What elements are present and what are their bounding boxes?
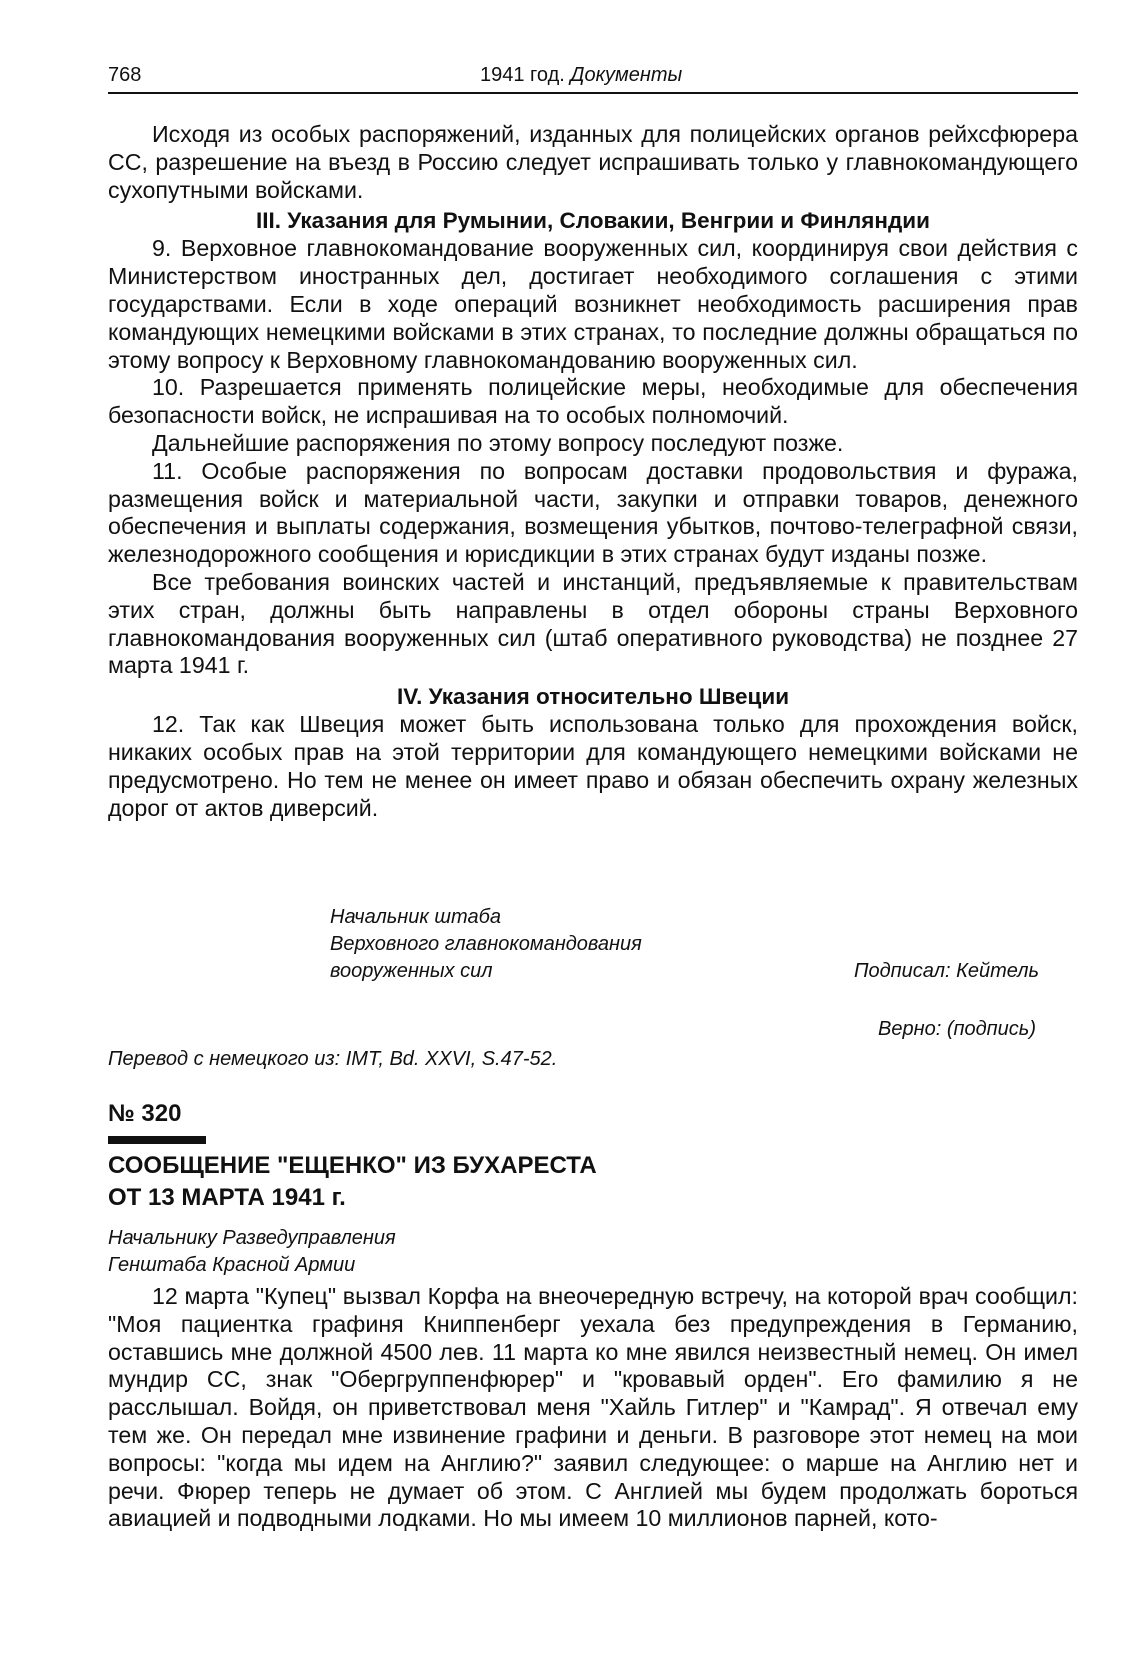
signature-line-3: вооруженных сил <box>330 960 493 982</box>
paragraph-11: 11. Особые распоряжения по вопросам доставки продовольствия и фуража, размещения войск и материальной части, закупки и отправки товаров, денежного обеспечения и выплаты содержания, возмещения убытков, почтово-телеграфной связи, железнодорожного сообщения и юрисдикции в этих странах будут изданы позже. <box>108 457 1078 568</box>
signature-block <box>330 904 642 985</box>
document-title-line-1: СООБЩЕНИЕ "ЕЩЕНКО" ИЗ БУХАРЕСТА <box>108 1152 597 1179</box>
paragraph-12: 12. Так как Швеция может быть использована только для прохождения войск, никаких особых прав на этой территории для командующего немецкими войсками не предусмотрено. Но тем не менее он имеет право и обязан обеспечить охрану железных дорог от актов диверсий. <box>108 711 1078 821</box>
paragraph-report: 12 марта "Купец" вызвал Корфа на внеочередную встречу, на которой врач сообщил: "Моя пациентка графиня Книппенберг уехала без предупреждения в Германию, оставшись мне должной 4500 лев. 11 марта ко мне явился неизвестный немец. Он имел мундир СС, знак "Обергруппенфюрер" и "кровавый орден". Его фамилию я не расслышал. Войдя, он приветствовал меня "Хайль Гитлер" и "Камрад". Я отвечал ему тем же. Он передал мне извинение графини и деньги. В разговоре этот немец на мои вопросы: "когда мы идем на Англию?" заявил следующее: о марше на Англию нет и речи. Фюрер теперь не думает об этом. С Англией мы будем продолжать бороться авиацией и подводными лодками. Но мы имеем 10 миллионов парней, кото- <box>108 1283 1078 1532</box>
document-320-body <box>108 1283 1078 1533</box>
heading-section-iv: IV. Указания относительно Швеции <box>396 684 790 710</box>
document-title-line-2: ОТ 13 МАРТА 1941 г. <box>108 1184 346 1211</box>
signature-line-1: Начальник штаба <box>330 906 501 928</box>
paragraph-11-continuation: Все требования воинских частей и инстанций, предъявляемые к правительствам этих стран, должны быть направлены в отдел обороны страны Верховного главнокомандования вооруженных сил (штаб оперативного руководства) не позднее 27 марта 1941 г. <box>108 568 1078 679</box>
paragraph-10-continuation: Дальнейшие распоряжения по этому вопросу последуют позже. <box>152 429 844 456</box>
signed-by: Подписал: Кейтель <box>854 960 1040 982</box>
running-title <box>480 64 682 87</box>
page-number: 768 <box>108 64 142 86</box>
section-body <box>108 121 1078 822</box>
document-title <box>108 1150 597 1214</box>
paragraph-intro: Исходя из особых распоряжений, изданных для полицейских органов рейхсфюрера СС, разрешение на въезд в Россию следует испрашивать только у главнокомандующего сухопутными войсками. <box>108 121 1078 203</box>
running-title-section: Документы <box>570 64 683 86</box>
paragraph-10: 10. Разрешается применять полицейские меры, необходимые для обеспечения безопасности войск, не испрашивая на то особых полномочий. <box>108 374 1078 429</box>
document-number-rule <box>108 1136 206 1144</box>
verified-note: Верно: (подпись) <box>878 1018 1036 1040</box>
addressee <box>108 1225 396 1279</box>
page-header <box>108 58 1078 94</box>
running-title-year: 1941 год. <box>480 64 565 86</box>
paragraph-9: 9. Верховное главнокомандование вооруженных сил, координируя свои действия с Министерством иностранных дел, достигает необходимого соглашения с этими государствами. Если в ходе операций возникнет необходимость расширения прав командующих немецкими войсками в этих странах, то последние должны обращаться по этому вопросу к Верховному главнокомандованию вооруженных сил. <box>108 235 1078 373</box>
addressee-line-2: Генштаба Красной Армии <box>108 1254 356 1276</box>
source-note: Перевод с немецкого из: IMT, Bd. XXVI, S.47-52. <box>108 1048 558 1070</box>
document-number: № 320 <box>108 1100 182 1127</box>
signature-line-2: Верховного главнокомандования <box>330 933 642 955</box>
addressee-line-1: Начальнику Разведуправления <box>108 1227 396 1249</box>
heading-section-iii: III. Указания для Румынии, Словакии, Венгрии и Финляндии <box>256 208 930 234</box>
